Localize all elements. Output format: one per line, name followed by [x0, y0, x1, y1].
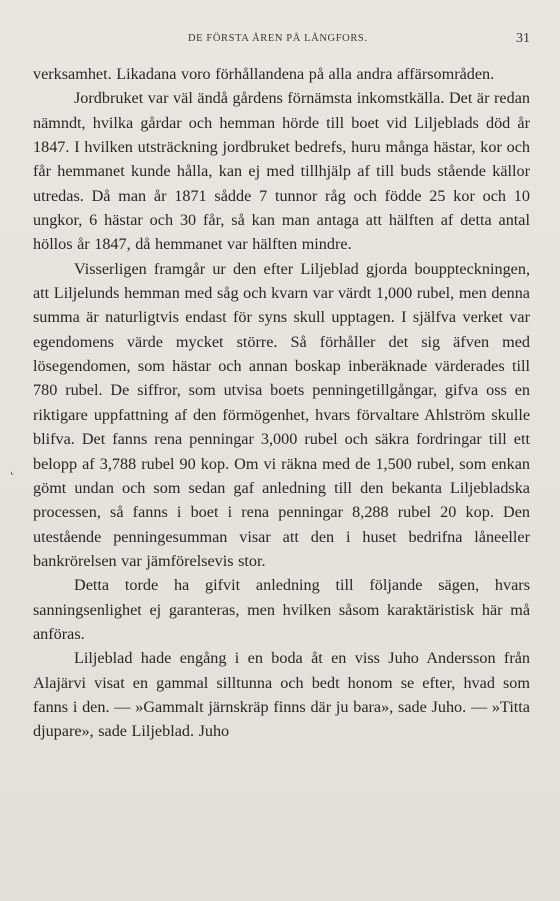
paragraph-5: Liljeblad hade engång i en boda åt en viss Juho Andersson från Alajärvi visat en gammal silltunna och bedt honom se efter, hvad som fanns i den. — »Gammalt järnskräp finns där ju bara», sade Juho. — »Titta djupare», sade Liljeblad. Juho — [33, 649, 530, 741]
paragraph-4: Detta torde ha gifvit anledning till följande sägen, hvars sanningsenlighet ej garanteras, men hvilken såsom karaktäristisk här må anföras. — [33, 576, 530, 643]
paragraph-1: verksamhet. Likadana voro förhållandena på alla andra affärsområden. — [33, 65, 495, 83]
page-number: 31 — [516, 31, 530, 46]
page-body — [33, 62, 530, 744]
paragraph-3: Visserligen framgår ur den efter Liljeblad gjorda bouppteckningen, att Liljelunds hemman med såg och kvarn var värdt 1,000 rubel, men denna summa är naturligtvis endast för syns skull upptagen. I själfva verket var egendomens värde mycket större. Så förhåller det sig äfven med lösegendomen, som hästar och annan boskap inberäknade värderades till 780 rubel. De siffror, som utvisa boets penningetillgångar, gifva oss en riktigare uppfattning af den förmögenhet, hvars förvaltare Ahlström skulle blifva. Det fanns rena penningar 3,000 rubel och säkra fordringar till ett belopp af 3,788 rubel 90 kop. Om vi räkna med de 1,500 rubel, som enkan gömt undan och som sedan gaf anledning till den bekanta Liljebladska processen, så fanns i boet i rena penningar 8,288 rubel 20 kop. Den utestående penningesumman visar att den i huset bedrifna låneeller bankrörelsen var jämförelsevis stor. — [33, 259, 530, 570]
running-head: DE FÖRSTA ÅREN PÅ LÅNGFORS. — [188, 33, 368, 44]
margin-mark: ˛ — [10, 461, 15, 476]
page-header — [0, 33, 560, 53]
paragraph-2: Jordbruket var väl ändå gårdens förnämsta inkomstkälla. Det är redan nämndt, hvilka gårdar och hemman hörde till boet vid Liljeblads död år 1847. I hvilken utsträckning jordbruket bedrefs, huru många hästar, kor och får hemmanet kunde hålla, kan ej med tillhjälp af till buds stående källor utredas. Då man år 1871 sådde 7 tunnor råg och födde 25 kor och 10 ungkor, 6 hästar och 30 får, så kan man antaga att hälften af detta antal höllos år 1847, då hemmanet var hälften mindre. — [33, 89, 530, 254]
